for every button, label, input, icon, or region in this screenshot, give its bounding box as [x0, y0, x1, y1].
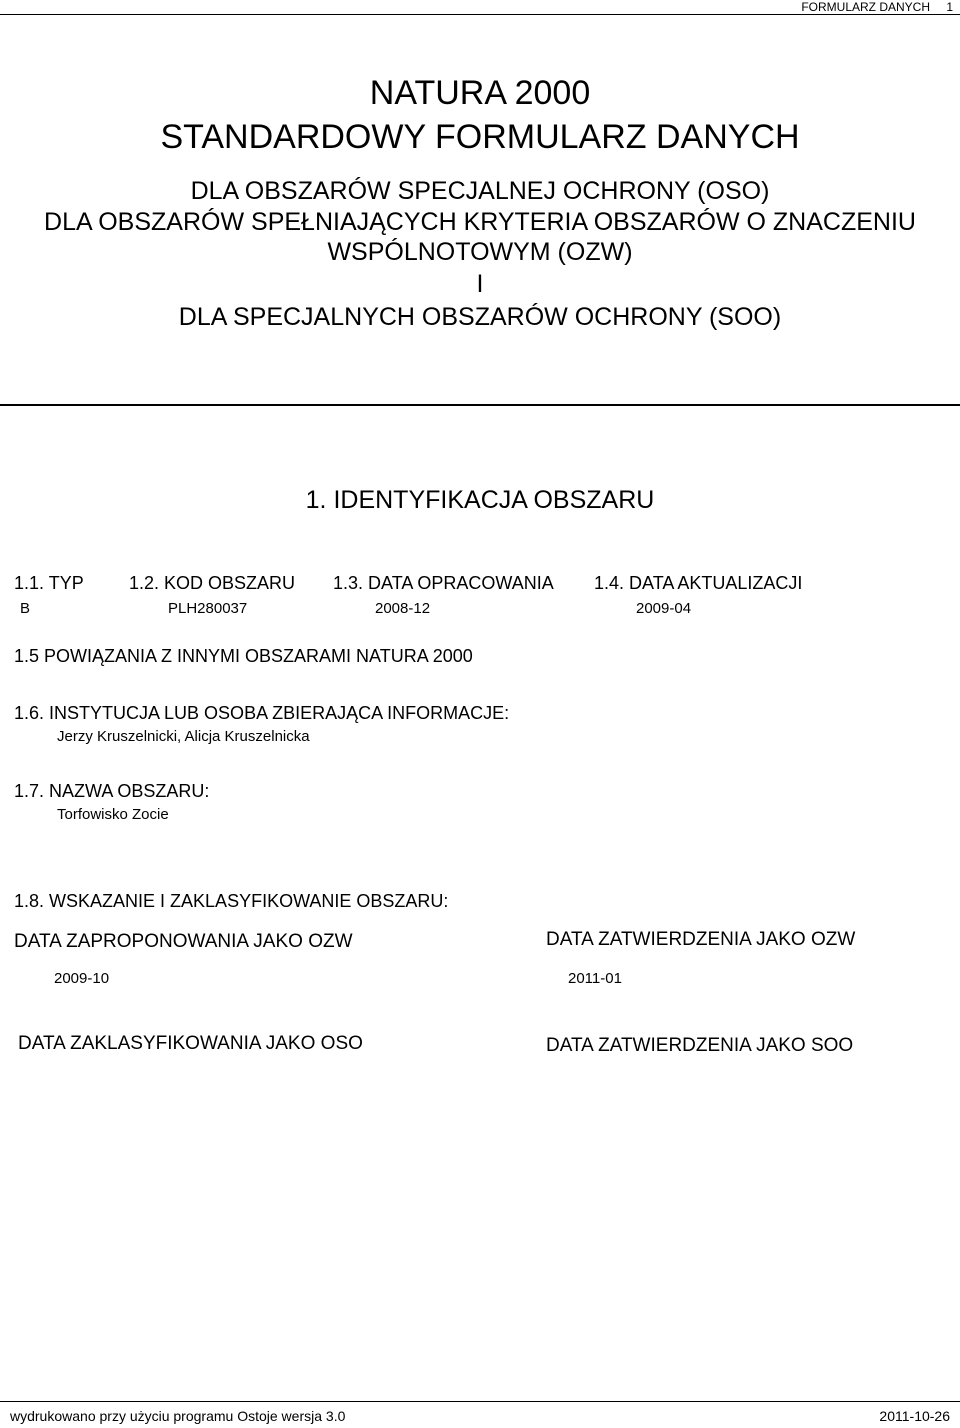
data-opracowania-label: 1.3. DATA OPRACOWANIA	[333, 573, 554, 593]
section-divider	[0, 404, 960, 406]
nazwa-value: Torfowisko Zocie	[57, 806, 169, 823]
subtitle-ozw-1: DLA OBSZARÓW SPEŁNIAJĄCYCH KRYTERIA OBSZARÓW O ZNACZENIU	[44, 208, 916, 236]
footer-program-note: wydrukowano przy użyciu programu Ostoje wersja 3.0	[10, 1408, 346, 1424]
data-zatwierdzenia-ozw-label: DATA ZATWIERDZENIA JAKO OZW	[546, 929, 856, 950]
kod-label: 1.2. KOD OBSZARU	[129, 573, 296, 593]
subtitle-soo: DLA SPECJALNYCH OBSZARÓW OCHRONY (SOO)	[178, 303, 782, 331]
header-divider	[0, 14, 960, 15]
powiazania-label: 1.5 POWIĄZANIA Z INNYMI OBSZARAMI NATURA 2000	[14, 646, 473, 666]
data-aktualizacji-label: 1.4. DATA AKTUALIZACJI	[594, 573, 803, 593]
footer-divider	[0, 1401, 960, 1402]
data-zaproponowania-label: DATA ZAPROPONOWANIA JAKO OZW	[14, 931, 353, 952]
title-natura: NATURA 2000	[369, 74, 591, 112]
subtitle-conjunction: I	[476, 270, 484, 298]
instytucja-label: 1.6. INSTYTUCJA LUB OSOBA ZBIERAJĄCA INFORMACJE:	[14, 703, 510, 723]
data-aktualizacji-value: 2009-04	[636, 600, 692, 617]
data-zatwierdzenia-ozw-value: 2011-01	[568, 970, 622, 987]
typ-value: B	[20, 600, 31, 617]
data-zatwierdzenia-soo-label: DATA ZATWIERDZENIA JAKO SOO	[546, 1035, 854, 1056]
page-number: 1	[946, 0, 953, 14]
data-zaklasyfikowania-label: DATA ZAKLASYFIKOWANIA JAKO OSO	[18, 1033, 363, 1054]
nazwa-label: 1.7. NAZWA OBSZARU:	[14, 781, 210, 801]
data-zaproponowania-value: 2009-10	[54, 970, 110, 987]
page-header	[0, 0, 960, 14]
footer-print-date: 2011-10-26	[879, 1408, 950, 1424]
wskazanie-label: 1.8. WSKAZANIE I ZAKLASYFIKOWANIE OBSZARU:	[14, 891, 449, 911]
kod-value: PLH280037	[168, 600, 248, 617]
subtitle-ozw-2: WSPÓLNOTOWYM (OZW)	[327, 238, 633, 266]
header-label: FORMULARZ DANYCH	[801, 0, 930, 14]
section-heading: 1. IDENTYFIKACJA OBSZARU	[305, 486, 655, 514]
data-opracowania-value: 2008-12	[375, 600, 431, 617]
title-formularz: STANDARDOWY FORMULARZ DANYCH	[160, 118, 800, 156]
instytucja-value: Jerzy Kruszelnicki, Alicja Kruszelnicka	[57, 728, 310, 745]
typ-label: 1.1. TYP	[14, 573, 84, 593]
subtitle-oso: DLA OBSZARÓW SPECJALNEJ OCHRONY (OSO)	[190, 177, 770, 205]
